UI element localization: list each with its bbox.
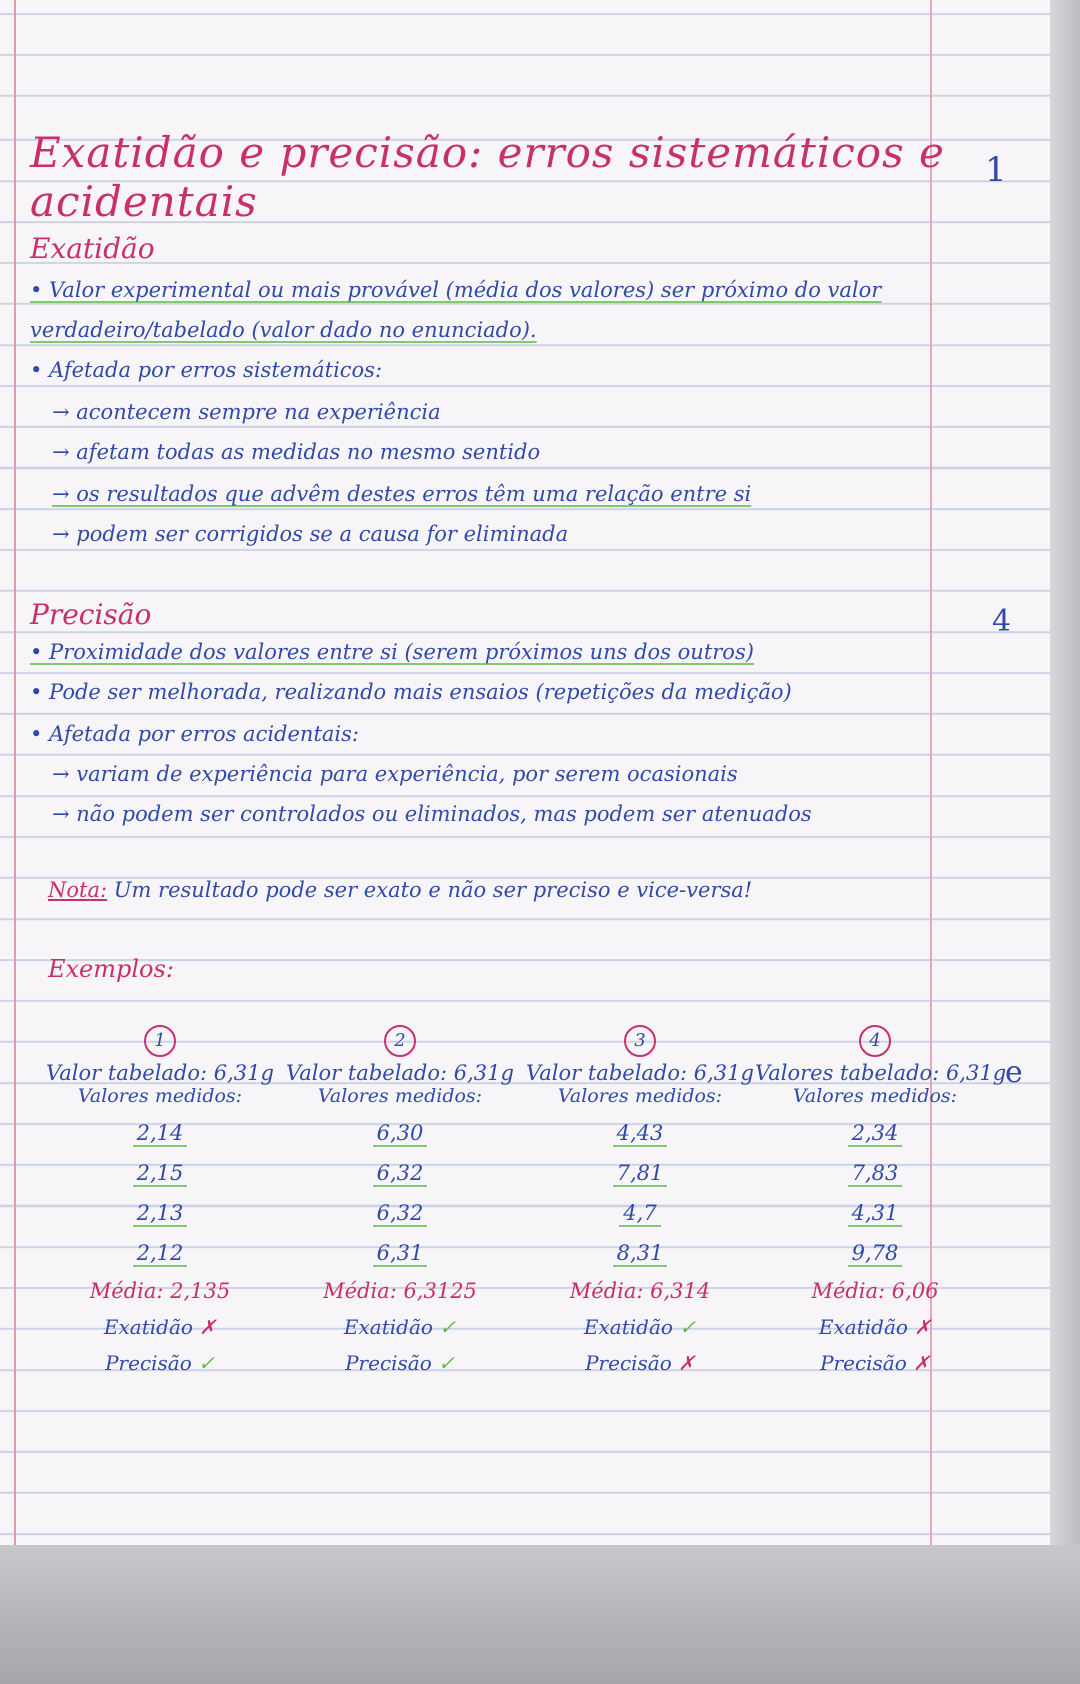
page-number: 1 [985,150,1007,190]
heading-exatidao: Exatidão [30,232,155,265]
example-medidos-label: Valores medidos: [557,1085,723,1107]
nota [48,878,752,902]
example-exatidao: Exatidão ✗ [103,1315,217,1339]
page-title: Exatidão e precisão: erros sistemáticos e acidentais [30,128,945,226]
example-precisao: Precisão ✓ [105,1351,215,1375]
left-margin-line [14,0,16,1684]
cross-icon: ✗ [678,1351,695,1375]
nota-text: Um resultado pode ser exato e não ser preciso e vice-versa! [113,878,753,902]
exatidao-line-4: → acontecem sempre na experiência [52,400,441,424]
example-media: Média: 6,3125 [323,1279,477,1303]
check-icon: ✓ [198,1351,215,1375]
nota-label: Nota: [48,878,108,902]
example-value: 4,31 [755,1193,995,1233]
exatidao-line-6: → os resultados que advêm destes erros têm uma relação entre si [52,482,752,506]
example-number: 3 [624,1025,656,1057]
exatidao-line-2: verdadeiro/tabelado (valor dado no enunciado). [30,318,537,342]
example-number: 1 [144,1025,176,1057]
cross-icon: ✗ [199,1315,217,1339]
example-medidos-label: Valores medidos: [792,1085,958,1107]
example-exatidao: Exatidão ✓ [343,1315,457,1339]
example-number: 4 [859,1025,891,1057]
example-value: 2,13 [40,1193,280,1233]
example-tabelado: Valor tabelado: 6,31g [526,1061,754,1085]
example-media: Média: 6,314 [569,1279,711,1303]
right-margin-line [930,0,932,1684]
cross-icon: ✗ [913,1351,930,1375]
example-value: 8,31 [520,1233,760,1273]
example-media: Média: 6,06 [811,1279,939,1303]
exatidao-line-7: → podem ser corrigidos se a causa for eliminada [52,522,569,546]
example-value: 4,7 [520,1193,760,1233]
example-value: 2,34 [755,1113,995,1153]
example-exatidao: Exatidão ✗ [818,1315,932,1339]
example-media: Média: 2,135 [89,1279,231,1303]
example-value: 6,32 [280,1153,520,1193]
example-value: 2,14 [40,1113,280,1153]
example-column-3 [520,1025,760,1381]
precisao-line-4: → variam de experiência para experiência, por serem ocasionais [52,762,738,786]
example-medidos-label: Valores medidos: [77,1085,243,1107]
example-tabelado: Valor tabelado: 6,31g [286,1061,514,1085]
example-tabelado: Valor tabelado: 6,31g [46,1061,274,1085]
check-icon: ✓ [438,1351,455,1375]
precisao-line-2: • Pode ser melhorada, realizando mais ensaios (repetições da medição) [30,680,792,704]
precisao-line-3: • Afetada por erros acidentais: [30,722,359,746]
example-column-2 [280,1025,520,1381]
precisao-line-1: • Proximidade dos valores entre si (serem próximos uns dos outros) [30,640,754,664]
example-value: 4,43 [520,1113,760,1153]
example-value: 7,83 [755,1153,995,1193]
heading-exemplos: Exemplos: [48,955,174,983]
example-value: 6,31 [280,1233,520,1273]
example-column-1 [40,1025,280,1381]
heading-precisao: Precisão [30,598,152,631]
cross-icon: ✗ [914,1315,932,1339]
example-value: 9,78 [755,1233,995,1273]
example-tabelado: Valores tabelado: 6,31g [755,1061,1007,1085]
example-value: 6,32 [280,1193,520,1233]
page-edge [1050,0,1080,1684]
example-exatidao: Exatidão ✓ [583,1315,697,1339]
exatidao-line-5: → afetam todas as medidas no mesmo sentido [52,440,541,464]
check-icon: ✓ [439,1315,457,1339]
example-precisao: Precisão ✓ [345,1351,455,1375]
precisao-line-5: → não podem ser controlados ou eliminados, mas podem ser atenuados [52,802,812,826]
example-precisao: Precisão ✗ [585,1351,695,1375]
example-number: 2 [384,1025,416,1057]
exatidao-line-3: • Afetada por erros sistemáticos: [30,358,383,382]
example-medidos-label: Valores medidos: [317,1085,483,1107]
example-value: 2,15 [40,1153,280,1193]
example-value: 6,30 [280,1113,520,1153]
example-precisao: Precisão ✗ [820,1351,930,1375]
exatidao-line-1: • Valor experimental ou mais provável (média dos valores) ser próximo do valor [30,278,882,302]
example-value: 2,12 [40,1233,280,1273]
check-icon: ✓ [679,1315,697,1339]
example-value: 7,81 [520,1153,760,1193]
side-mark: 4 [992,604,1012,639]
page-shadow [0,1545,1080,1684]
side-mark: e [1005,1055,1023,1090]
example-column-4 [755,1025,1007,1381]
